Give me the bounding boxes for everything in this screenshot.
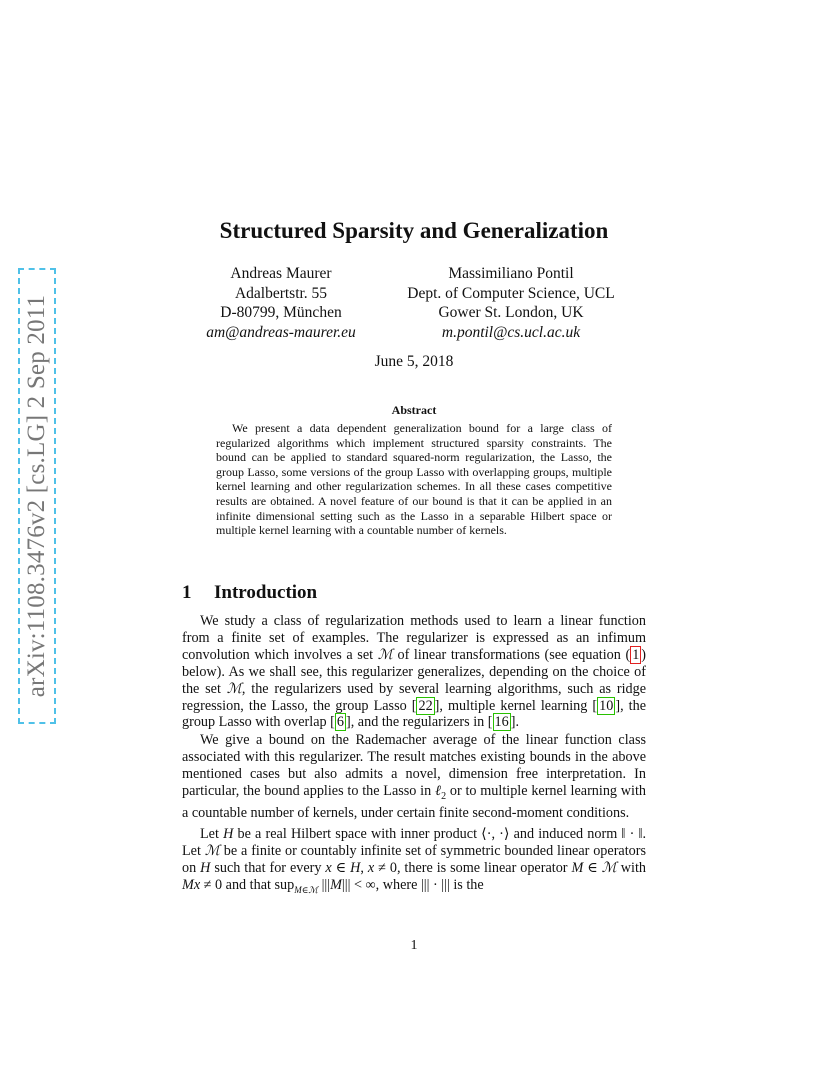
citation-link[interactable]: 10 [599, 697, 614, 714]
citation-link[interactable]: 16 [494, 714, 509, 731]
paper-date: June 5, 2018 [374, 353, 454, 370]
intro-paragraph-1: We study a class of regularization methods used to learn a linear function from a finite set of examples. The regularizer is expressed as an infimum convolution which involves a set ℳ of linear transformations (see equation ( 1 ) below). As we shall see, this regularizer generalizes, depending on the choice of the set ℳ, the regularizers used by several learning algorithms, such as ridge regression, the Lasso, the group Lasso [ 22 ], multiple kernel learning [ 10 ], the group Lasso with overlap [ 6 ], and the regularizers in [ 16 ]. [182, 613, 647, 731]
section-title: Introduction [214, 582, 318, 603]
abstract-text: We present a data dependent generalization bound for a large class of regularized algorithms which implement structured sparsity constraints. The bound can be applied to standard squared-norm regularization, the Lasso, the group Lasso, some versions of the group Lasso with overlapping groups, multiple kernel learning and other regularization schemes. In all these cases competitive results are obtained. A novel feature of our bound is that it can be applied in an infinite dimensional setting such as the Lasso in a separable Hilbert space or multiple kernel learning with a countable number of kernels. [216, 421, 612, 538]
author-name: Andreas Maurer [230, 265, 332, 282]
author-city: D-80799, München [220, 304, 342, 321]
author-name: Massimiliano Pontil [448, 265, 574, 282]
equation-ref-link[interactable]: 1 [632, 646, 640, 663]
abstract-body [216, 421, 612, 538]
author-affiliation: Dept. of Computer Science, UCL [407, 284, 615, 302]
author-block-1 [196, 264, 366, 342]
section-heading [182, 582, 317, 604]
citation-link[interactable]: 6 [336, 714, 344, 731]
arxiv-stamp-text: arXiv:1108.3476v2 [cs.LG] 2 Sep 2011 [23, 294, 50, 698]
citation-link[interactable]: 22 [418, 697, 433, 714]
author-address: Gower St. London, UK [438, 304, 584, 321]
page-number: 1 [410, 938, 418, 953]
intro-paragraph-2: We give a bound on the Rademacher average of the linear function class associated with this regularizer. The result matches existing bounds in the above mentioned cases but also admits a novel, dimension free interpretation. In particular, the bound applies to the Lasso in ℓ$_2$ or to multiple kernel learning with a countable number of kernels, under certain finite second-moment conditions. [182, 732, 647, 822]
author-block-2 [390, 264, 632, 342]
paper-title: Structured Sparsity and Generalization [219, 218, 609, 243]
intro-paragraph-3: Let H be a real Hilbert space with inner product ⟨·, ·⟩ and induced norm ‖ · ‖. Let ℳ be a finite or countably infinite set of symmetric bounded linear operators on H such that for every x ∈ H, x ≠ 0, there is some linear operator M ∈ ℳ with Mx ≠ 0 and that sup$_{M\in ℳ}$ |||M||| < ∞, where ||| · ||| is the [182, 826, 647, 895]
section-number: 1 [182, 582, 192, 603]
author-email[interactable]: am@andreas-maurer.eu [206, 323, 356, 341]
author-email[interactable]: m.pontil@cs.ucl.ac.uk [441, 323, 581, 341]
arxiv-stamp[interactable] [18, 268, 56, 724]
abstract-heading: Abstract [391, 403, 437, 417]
author-address: Adalbertstr. 55 [234, 284, 328, 302]
